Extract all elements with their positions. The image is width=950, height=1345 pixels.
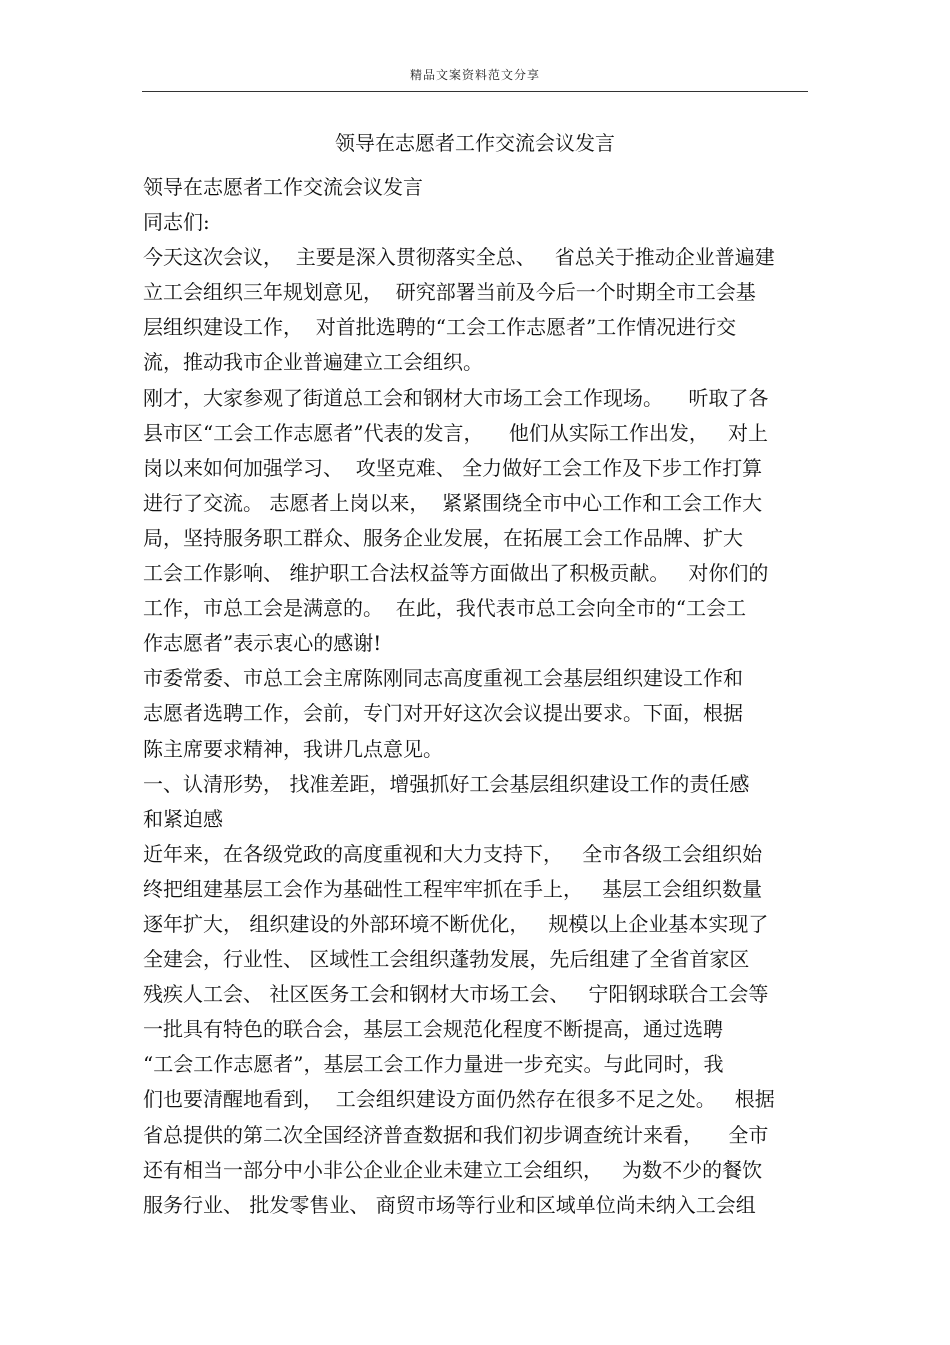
- body-line: 局，坚持服务职工群众、服务企业发展，在拓展工会工作品牌、扩大: [143, 525, 743, 550]
- body-line: 全建会，行业性、 区域性工会组织蓬勃发展，先后组建了全省首家区: [143, 947, 750, 972]
- body-line: 领导在志愿者工作交流会议发言: [143, 175, 423, 199]
- body-line: 同志们:: [143, 210, 210, 235]
- body-line: 残疾人工会、 社区医务工会和钢材大市场工会、 宁阳钢球联合工会等: [143, 982, 769, 1007]
- body-line: 逐年扩大， 组织建设的外部环境不断优化， 规模以上企业基本实现了: [143, 911, 769, 936]
- body-line: 还有相当一部分中小非公企业企业未建立工会组织， 为数不少的餐饮: [143, 1157, 763, 1182]
- body-line: 今天这次会议， 主要是深入贯彻落实全总、 省总关于推动企业普遍建: [143, 245, 775, 270]
- body-line: 志愿者选聘工作，会前，专门对开好这次会议提出要求。下面，根据: [143, 701, 743, 726]
- body-line: 近年来，在各级党政的高度重视和大力支持下， 全市各级工会组织始: [143, 841, 763, 866]
- body-line: 工会工作影响、 维护职工合法权益等方面做出了积极贡献。 对你们的: [143, 561, 769, 586]
- page-header: 精品文案资料范文分享: [409, 68, 540, 82]
- body-line: 服务行业、 批发零售业、 商贸市场等行业和区域单位尚未纳入工会组: [143, 1192, 756, 1217]
- document-title: 领导在志愿者工作交流会议发言: [335, 131, 615, 155]
- header-divider: [142, 91, 808, 92]
- body-line: 作志愿者”表示衷心的感谢!: [143, 631, 382, 656]
- body-line: “工会工作志愿者”，基层工会工作力量进一步充实。与此同时，我: [143, 1052, 724, 1077]
- body-line: 一批具有特色的联合会，基层工会规范化程度不断提高，通过选聘: [143, 1017, 723, 1042]
- body-line: 陈主席要求精神，我讲几点意见。: [143, 736, 443, 761]
- section-heading-line: 和紧迫感: [143, 806, 223, 831]
- body-line: 岗以来如何加强学习、 攻坚克难、 全力做好工会工作及下步工作打算: [143, 455, 763, 480]
- body-line: 层组织建设工作， 对首批选聘的“工会工作志愿者”工作情况进行交: [143, 315, 737, 340]
- body-line: 省总提供的第二次全国经济普查数据和我们初步调查统计来看， 全市: [143, 1122, 769, 1147]
- body-line: 县市区“工会工作志愿者”代表的发言， 他们从实际工作出发， 对上: [143, 420, 768, 445]
- body-line: 进行了交流。 志愿者上岗以来， 紧紧围绕全市中心工作和工会工作大: [143, 490, 763, 515]
- body-line: 工作，市总工会是满意的。 在此，我代表市总工会向全市的“工会工: [143, 596, 746, 621]
- body-line: 们也要清醒地看到， 工会组织建设方面仍然存在很多不足之处。 根据: [143, 1087, 775, 1112]
- body-line: 终把组建基层工会作为基础性工程牢牢抓在手上， 基层工会组织数量: [143, 876, 763, 901]
- body-line: 立工会组织三年规划意见， 研究部署当前及今后一个时期全市工会基: [143, 280, 756, 305]
- body-line: 刚才，大家参观了街道总工会和钢材大市场工会工作现场。 听取了各: [143, 385, 769, 410]
- section-heading-line: 一、认清形势， 找准差距，增强抓好工会基层组织建设工作的责任感: [143, 771, 750, 796]
- document-body: [143, 170, 809, 1223]
- body-line: 流，推动我市企业普遍建立工会组织。: [143, 350, 483, 375]
- body-line: 市委常委、市总工会主席陈刚同志高度重视工会基层组织建设工作和: [143, 666, 743, 691]
